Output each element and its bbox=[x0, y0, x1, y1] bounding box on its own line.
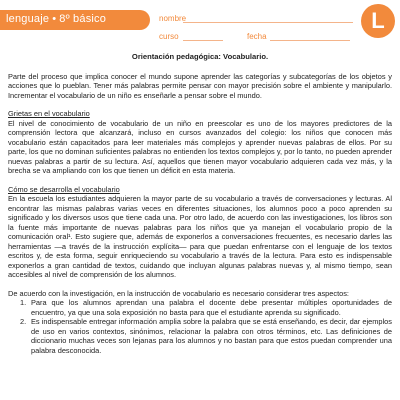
document-title: Orientación pedagógica: Vocabulario. bbox=[131, 52, 269, 61]
list-text: Para que los alumnos aprendan una palabra el docente debe presentar múltiples oportunidades de encuentro, ya que una sola exposición no basta para que el estudiante aprenda su significado. bbox=[31, 298, 392, 317]
worksheet-header bbox=[0, 0, 400, 46]
document-body bbox=[8, 52, 392, 355]
list-intro: De acuerdo con la investigación, en la instrucción de vocabulario es necesario considerar tres aspectos: bbox=[8, 288, 349, 298]
name-field[interactable] bbox=[183, 22, 353, 23]
subject-logo-icon: L bbox=[361, 4, 395, 38]
subject-name: lenguaje bbox=[6, 13, 50, 25]
list-number: 1. bbox=[20, 298, 27, 307]
section-grietas bbox=[8, 109, 392, 176]
date-label: fecha bbox=[247, 32, 267, 41]
section-desarrollo bbox=[8, 185, 392, 280]
intro-paragraph: Parte del proceso que implica conocer el mundo supone aprender las categorías y subcategorías de los objetos y acciones que lo pueblan. Tener más palabras permite pensar con mayor precisión sobre el ambiente y manipularlo. Incrementar el vocabulario de un niño es enseñarle a pensar sobre el mundo. bbox=[8, 71, 392, 100]
grade-label: 8º básico bbox=[59, 13, 107, 25]
separator-dot-icon: • bbox=[52, 13, 57, 25]
section-paragraph: En la escuela los estudiantes adquieren la mayor parte de su vocabulario a través de conversaciones y lecturas. Al encontrar las mismas palabras varias veces en diferentes situaciones, los alumnos poco a poco aprenden su significado y los diversos usos que tiene cada una. Por otro lado, de acuerdo con las investigaciones, los libros son la fuente más importante de nuevas palabras para los niños que ya manejan el vocabulario propio de la comunicación oral¹. Esto sugiere que, además de exponerlos a conversaciones frecuentes, es necesario darles las herramientas —a través de la instrucción explícita— para que puedan enfrentarse con el lenguaje de los textos escritos y, de esta forma, seguir enriqueciendo su vocabulario a través de la lectura. Para esto es indispensable exponerlos a gran cantidad de textos, cuidando que incluyan algunas palabras nuevas y, al mismo tiempo, sean accesibles al nivel de comprensión de los alumnos. bbox=[8, 194, 392, 279]
section-heading: Grietas en el vocabulario bbox=[8, 109, 90, 118]
name-label: nombre bbox=[159, 14, 187, 23]
subject-title bbox=[6, 13, 106, 25]
course-label: curso bbox=[159, 32, 179, 41]
list-item bbox=[20, 317, 392, 355]
course-field[interactable] bbox=[183, 40, 223, 41]
list-item bbox=[20, 298, 392, 317]
list-text: Es indispensable entregar información amplia sobre la palabra que se está enseñando, es decir, dar ejemplos de uso en varios contextos, sinónimos, relacionar la palabra con otros términos, etc. Las definiciones de diccionario muchas veces son lejanas para los alumnos y no bastan para que estos puedan comprender una palabra desconocida. bbox=[31, 317, 392, 355]
section-paragraph: El nivel de conocimiento de vocabulario de un niño en preescolar es uno de los mayores predictores de la comprensión lectora que alcanzará, incluso en cursos avanzados del colegio: los niños que conocen más vocabulario están capacitados para leer materiales más complejos y aprender nuevas palabras de ellos. Por su parte, los que no dominan suficientes palabras no entienden los textos complejos y, por lo tanto, no pueden aprender nuevas palabras a partir de su lectura. Así, aquellos que tienen mayor vocabulario adquieren cada vez más, y la brecha se va ampliando con los que tienen un déficit en esta materia. bbox=[8, 118, 392, 175]
aspects-list bbox=[20, 298, 392, 355]
section-heading: Cómo se desarrolla el vocabulario bbox=[8, 184, 120, 194]
date-field[interactable] bbox=[270, 40, 350, 41]
list-number: 2. bbox=[20, 317, 27, 326]
